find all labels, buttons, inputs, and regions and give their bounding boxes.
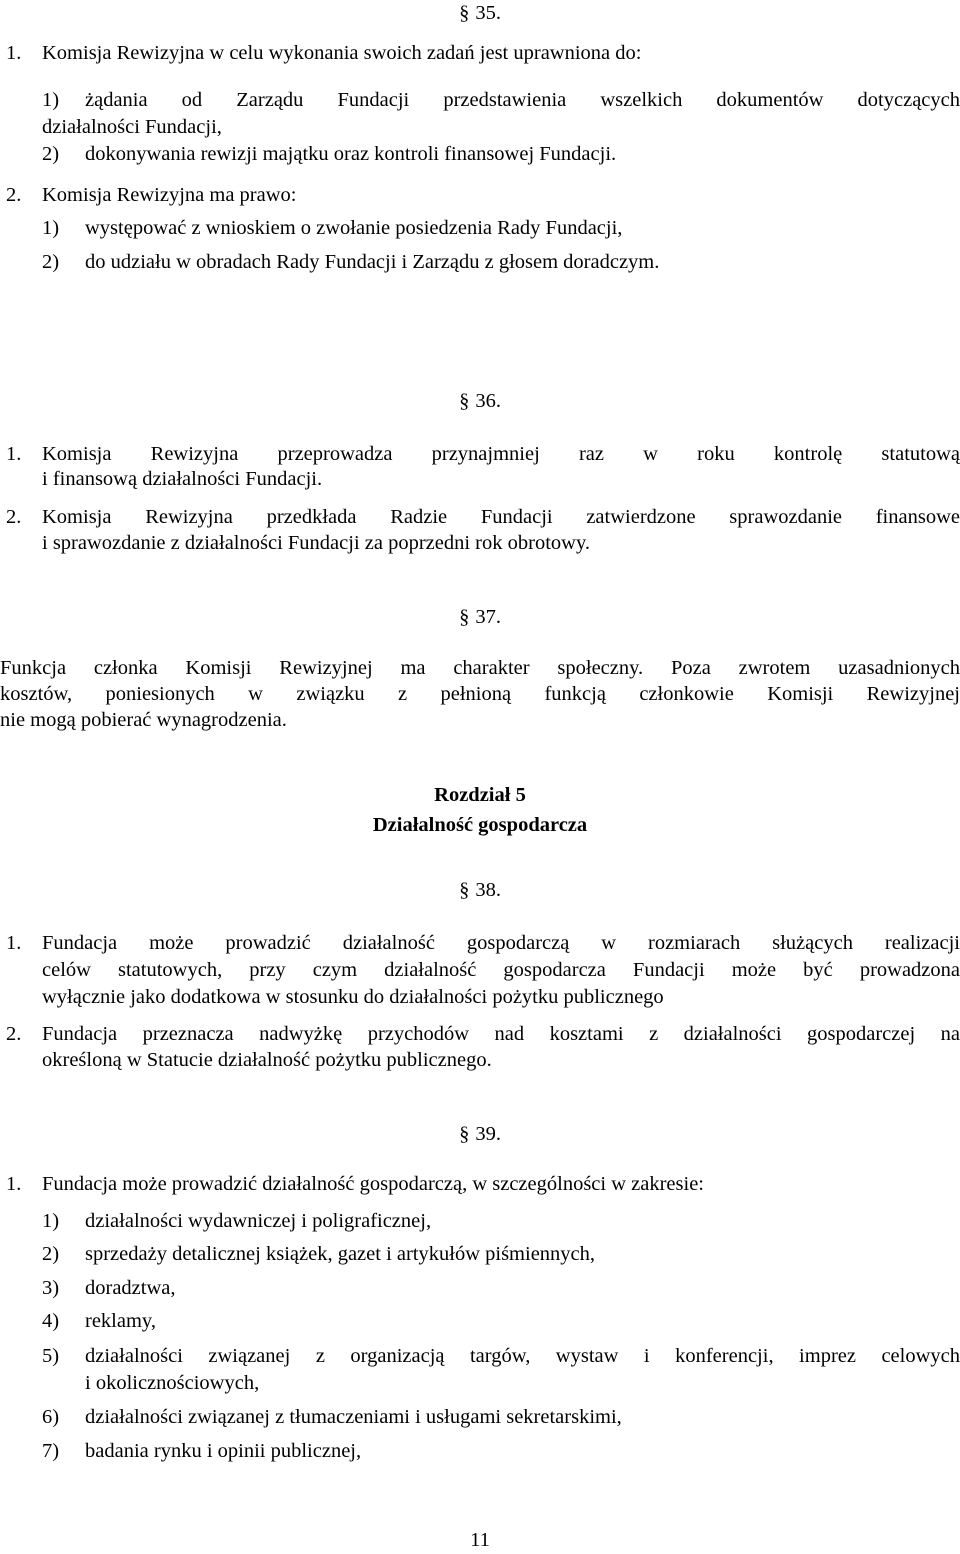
item-text: doradztwa, — [85, 1277, 176, 1299]
paragraph-number: 2. — [6, 184, 22, 206]
chapter-title: Rozdział 5 — [434, 784, 526, 806]
item-text: do udziału w obradach Rady Fundacji i Zarządu z głosem doradczym. — [85, 251, 660, 273]
section-heading-37 — [0, 604, 960, 631]
paragraph-number: 1. — [6, 443, 22, 465]
paragraph-text: kosztów, poniesionych w związku z pełnioną funkcją członkowie Komisji Rewizyjnej — [0, 683, 960, 705]
item-number: 7) — [42, 1440, 60, 1462]
item-number: 5) — [42, 1345, 60, 1367]
section-sign: § — [459, 390, 470, 412]
item-number: 3) — [42, 1277, 60, 1299]
item-number: 1) — [42, 217, 60, 239]
item-number: 1) — [42, 1210, 60, 1232]
section-number: 37. — [475, 606, 501, 628]
section-heading-36 — [0, 388, 960, 415]
item-number: 4) — [42, 1310, 60, 1332]
section-heading-35 — [0, 0, 960, 27]
item-number: 6) — [42, 1406, 60, 1428]
paragraph-text: Komisja Rewizyjna w celu wykonania swoich zadań jest uprawniona do: — [42, 42, 642, 64]
paragraph-text: Fundacja może prowadzić działalność gospodarczą w rozmiarach służących realizacji — [42, 932, 960, 954]
paragraph-number: 2. — [6, 1023, 22, 1045]
paragraph-number: 1. — [6, 42, 22, 64]
chapter-subtitle: Działalność gospodarcza — [372, 814, 588, 836]
paragraph-text: Komisja Rewizyjna przedkłada Radzie Fundacji zatwierdzone sprawozdanie finansowe — [42, 506, 960, 528]
section-sign: § — [459, 606, 470, 628]
section-sign: § — [459, 1123, 470, 1145]
item-text: żądania od Zarządu Fundacji przedstawienia wszelkich dokumentów dotyczących — [85, 89, 960, 111]
item-text: sprzedaży detalicznej książek, gazet i artykułów piśmiennych, — [85, 1243, 596, 1265]
paragraph-text-continued: i finansową działalności Fundacji. — [42, 468, 323, 490]
item-text: dokonywania rewizji majątku oraz kontroli finansowej Fundacji. — [85, 143, 617, 165]
paragraph-number: 1. — [6, 932, 22, 954]
section-number: 39. — [475, 1123, 501, 1145]
paragraph-text: Funkcja członka Komisji Rewizyjnej ma charakter społeczny. Poza zwrotem uzasadnionych — [0, 657, 960, 679]
item-text: działalności wydawniczej i poligraficznej, — [85, 1210, 432, 1232]
section-number: 36. — [475, 390, 501, 412]
section-number: 38. — [475, 879, 501, 901]
paragraph-text-continued: określoną w Statucie działalność pożytku publicznego. — [42, 1049, 492, 1071]
section-heading-39 — [0, 1121, 960, 1148]
paragraph-text: Komisja Rewizyjna ma prawo: — [42, 184, 297, 206]
paragraph-text-continued: i sprawozdanie z działalności Fundacji za poprzedni rok obrotowy. — [42, 532, 591, 554]
item-text-continued: i okolicznościowych, — [85, 1372, 260, 1394]
item-number: 1) — [42, 89, 60, 111]
paragraph-text: Fundacja może prowadzić działalność gospodarczą, w szczególności w zakresie: — [42, 1173, 704, 1195]
item-text: badania rynku i opinii publicznej, — [85, 1440, 362, 1462]
item-number: 2) — [42, 251, 60, 273]
paragraph-number: 1. — [6, 1173, 22, 1195]
page-number: 11 — [470, 1529, 490, 1551]
paragraph-text: nie mogą pobierać wynagrodzenia. — [0, 709, 287, 731]
paragraph-number: 2. — [6, 506, 22, 528]
item-text: reklamy, — [85, 1310, 156, 1332]
item-number: 2) — [42, 1243, 60, 1265]
section-sign: § — [459, 879, 470, 901]
item-text-continued: działalności Fundacji, — [42, 116, 222, 138]
section-number: 35. — [475, 2, 501, 24]
section-sign: § — [459, 2, 470, 24]
paragraph-text-continued: wyłącznie jako dodatkowa w stosunku do działalności pożytku publicznego — [42, 986, 664, 1008]
paragraph-text: Komisja Rewizyjna przeprowadza przynajmniej raz w roku kontrolę statutową — [42, 443, 960, 465]
section-heading-38 — [0, 877, 960, 904]
paragraph-text: Fundacja przeznacza nadwyżkę przychodów nad kosztami z działalności gospodarczej na — [42, 1023, 960, 1045]
item-number: 2) — [42, 143, 60, 165]
item-text: występować z wnioskiem o zwołanie posiedzenia Rady Fundacji, — [85, 217, 623, 239]
paragraph-text-continued: celów statutowych, przy czym działalność gospodarcza Fundacji może być prowadzona — [42, 959, 960, 981]
item-text: działalności związanej z organizacją targów, wystaw i konferencji, imprez celowych — [85, 1345, 960, 1367]
item-text: działalności związanej z tłumaczeniami i usługami sekretarskimi, — [85, 1406, 622, 1428]
